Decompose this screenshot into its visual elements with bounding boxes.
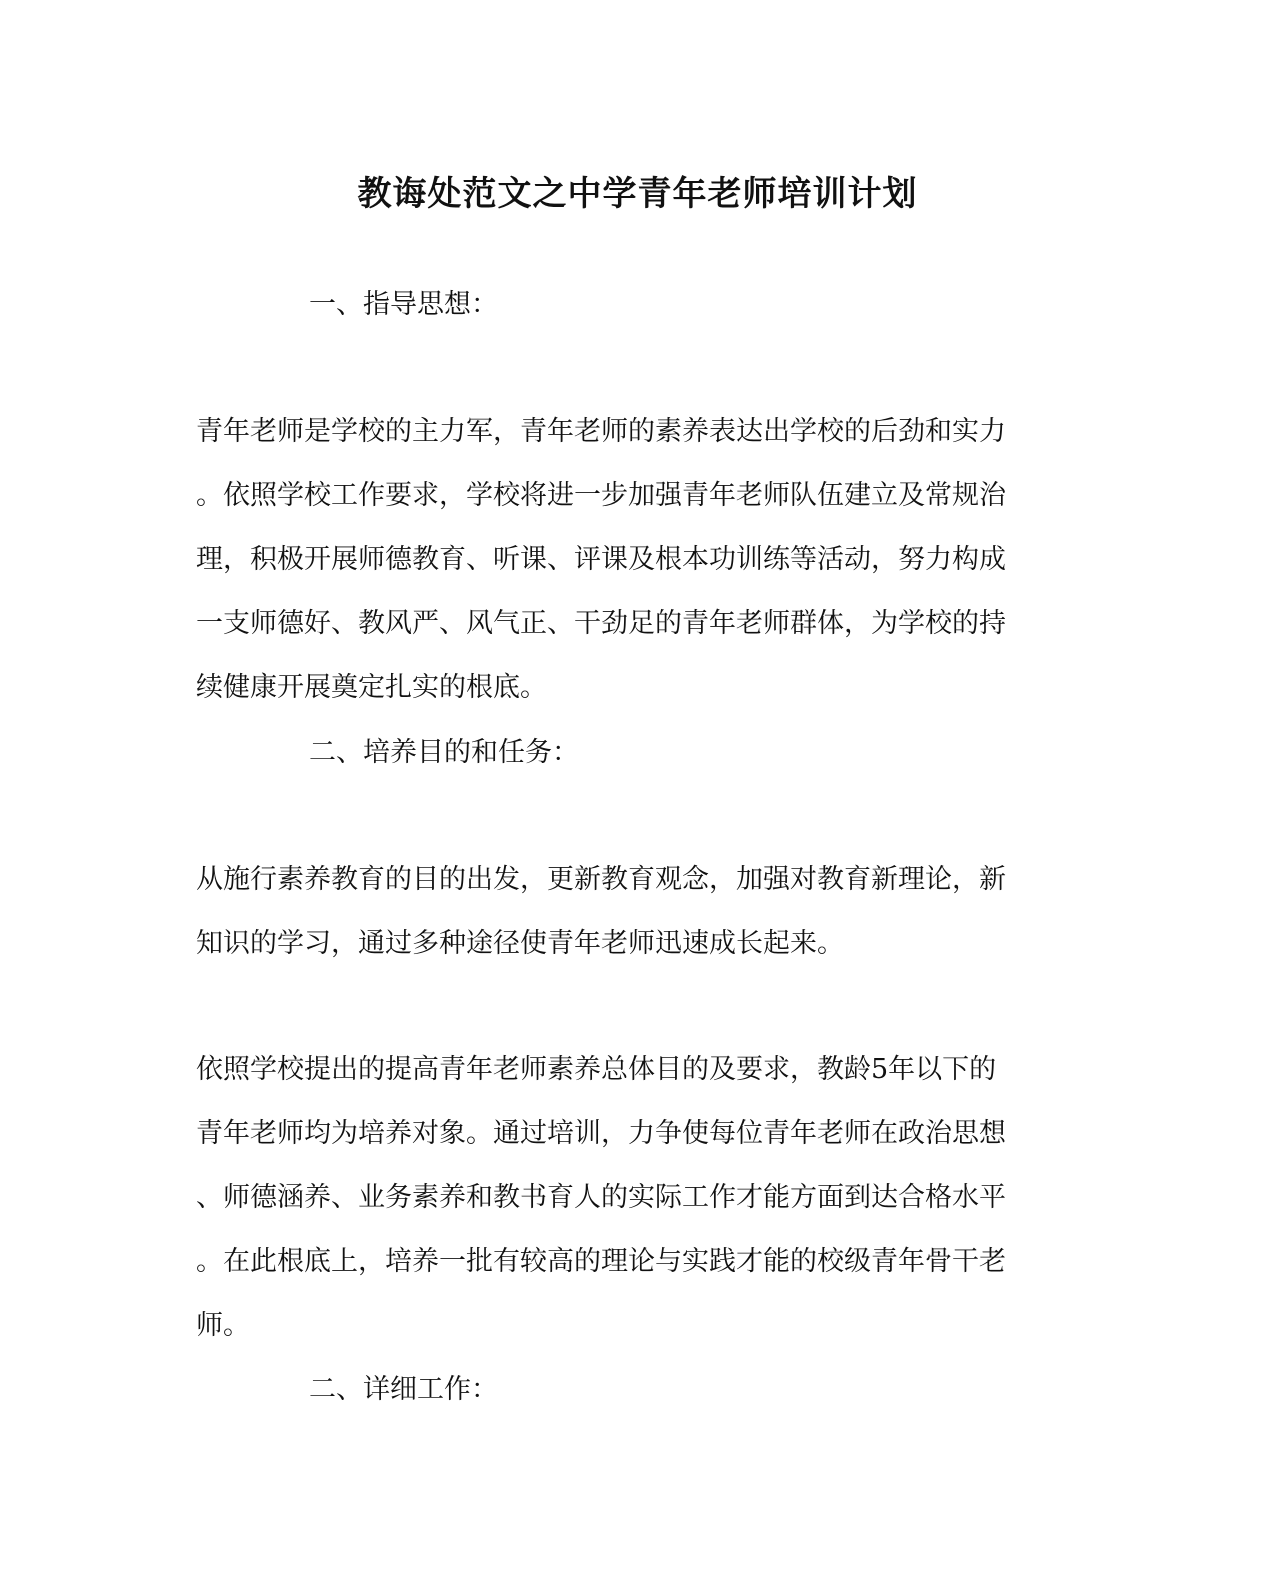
paragraph-line: 依照学校提出的提高青年老师素养总体目的及要求，教龄5年以下的 xyxy=(196,1054,997,1085)
paragraph-line: 。依照学校工作要求，学校将进一步加强青年老师队伍建立及常规治 xyxy=(196,480,1006,511)
paragraph-line: 一支师德好、教风严、风气正、干劲足的青年老师群体，为学校的持 xyxy=(196,608,1006,639)
paragraph-line: 师。 xyxy=(196,1310,250,1341)
paragraph-line: 从施行素养教育的目的出发，更新教育观念，加强对教育新理论，新 xyxy=(196,864,1006,895)
paragraph-guiding-ideology xyxy=(196,400,1056,720)
paragraph-goals xyxy=(196,848,1056,976)
paragraph-training-targets xyxy=(196,1038,1056,1358)
paragraph-line: 知识的学习，通过多种途径使青年老师迅速成长起来。 xyxy=(196,928,844,959)
paragraph-line: 。在此根底上，培养一批有较高的理论与实践才能的校级青年骨干老 xyxy=(196,1246,1006,1277)
document-title: 教诲处范文之中学青年老师培训计划 xyxy=(357,174,918,214)
paragraph-line: 青年老师是学校的主力军，青年老师的素养表达出学校的后劲和实力 xyxy=(196,416,1006,447)
paragraph-line: 青年老师均为培养对象。通过培训，力争使每位青年老师在政治思想 xyxy=(196,1118,1006,1149)
section-heading-guiding-ideology: 一、指导思想： xyxy=(309,289,498,320)
paragraph-line: 续健康开展奠定扎实的根底。 xyxy=(196,672,547,703)
paragraph-line: 、师德涵养、业务素养和教书育人的实际工作才能方面到达合格水平 xyxy=(196,1182,1006,1213)
paragraph-line: 理，积极开展师德教育、听课、评课及根本功训练等活动，努力构成 xyxy=(196,544,1006,575)
section-heading-goals-and-tasks: 二、培养目的和任务： xyxy=(309,737,579,768)
section-heading-detailed-work: 二、详细工作： xyxy=(309,1374,498,1405)
